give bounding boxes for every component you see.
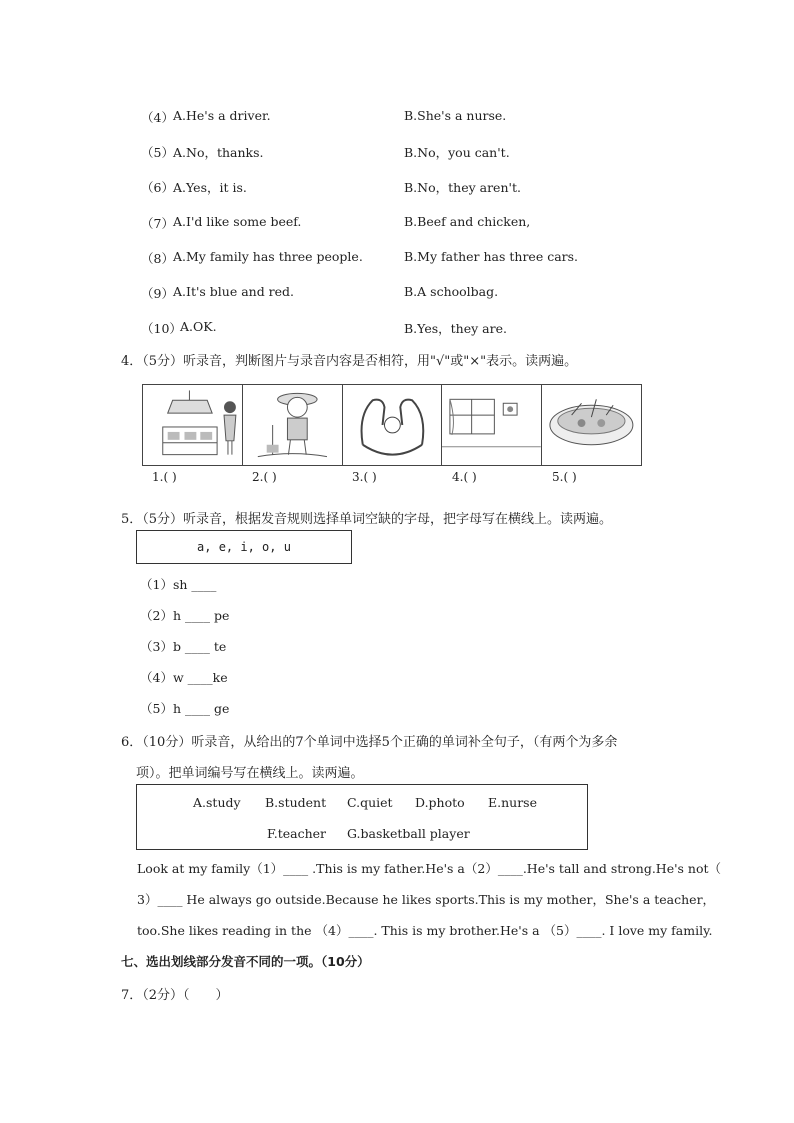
q4-caption-2[interactable]: 2.( ): [252, 470, 277, 484]
q5-letters: a, e, i, o, u: [197, 540, 291, 554]
picture-window-room: [442, 385, 542, 465]
q3-option-a[interactable]: A.It's blue and red.: [173, 284, 295, 299]
q3-option-a[interactable]: A.My family has three people.: [173, 249, 363, 264]
q3-option-number: （7）: [141, 216, 174, 231]
q5-heading: 5．（5分）听录音，根据发音规则选择单词空缺的字母，把字母写在横线上。读两遍。: [121, 512, 613, 527]
q3-option-a[interactable]: A.Yes，it is.: [173, 180, 247, 195]
q4-answer-row: [142, 470, 642, 484]
q3-option-number: （6）: [141, 180, 174, 195]
q6-passage-line2: 3）____ He always go outside.Because he likes sports.This is my mother，She's a teacher，: [137, 892, 716, 907]
q3-option-a[interactable]: A.I'd like some beef.: [173, 214, 302, 229]
picture-farmer-boy: [243, 385, 343, 465]
q5-item-1[interactable]: （1）sh ____: [140, 577, 217, 592]
q6-word-e: E.nurse: [488, 795, 537, 810]
q6-passage-line3: too.She likes reading in the （4）____. This is my brother.He's a （5）____. I love my family.: [137, 923, 713, 938]
q3-option-b[interactable]: B.Beef and chicken,: [404, 214, 531, 229]
q4-caption-3[interactable]: 3.( ): [352, 470, 377, 484]
q5-item-5[interactable]: （5）h ____ ge: [140, 701, 230, 716]
q3-option-number: （9）: [141, 286, 174, 301]
q4-picture-strip: [142, 384, 642, 466]
q6-word-d: D.photo: [415, 795, 465, 810]
food-bowl-image: [542, 385, 641, 465]
q3-option-a[interactable]: A.OK.: [180, 319, 217, 334]
q3-option-b[interactable]: B.Yes，they are.: [404, 321, 507, 336]
q7-heading: 7．（2分）（ ）: [121, 988, 229, 1003]
q3-option-number: （8）: [141, 251, 174, 266]
q3-option-number: （4）: [141, 110, 174, 125]
q3-option-a[interactable]: A.He's a driver.: [173, 108, 271, 123]
q3-option-number: （10）: [141, 321, 182, 336]
q5-letter-box: [136, 530, 352, 564]
q6-word-a: A.study: [193, 795, 241, 810]
q6-passage-line1: Look at my family（1）____ .This is my father.He's a（2）____.He's tall and strong.He's not（: [137, 861, 722, 876]
q3-option-b[interactable]: B.No，you can't.: [404, 145, 510, 160]
q6-heading-line2: 项）。把单词编号写在横线上。读两遍。: [136, 766, 364, 781]
q5-item-4[interactable]: （4）w ____ke: [140, 670, 228, 685]
q3-option-a[interactable]: A.No，thanks.: [173, 145, 264, 160]
q3-option-b[interactable]: B.She's a nurse.: [404, 108, 507, 123]
q6-word-f: F.teacher: [267, 826, 326, 841]
q3-option-b[interactable]: B.A schoolbag.: [404, 284, 499, 299]
q6-word-b: B.student: [265, 795, 327, 810]
picture-kitchen: [143, 385, 243, 465]
picture-food-bowl: [542, 385, 641, 465]
q4-caption-1[interactable]: 1.( ): [152, 470, 177, 484]
q6-word-g: G.basketball player: [347, 826, 470, 841]
q4-caption-5[interactable]: 5.( ): [552, 470, 577, 484]
section7-title: 七、选出划线部分发音不同的一项。（10分）: [121, 954, 370, 969]
q4-caption-4[interactable]: 4.( ): [452, 470, 477, 484]
kitchen-girl-image: [143, 385, 242, 465]
farmer-boy-image: [243, 385, 342, 465]
q5-item-3[interactable]: （3）b ____ te: [140, 639, 227, 654]
q3-option-b[interactable]: B.My father has three cars.: [404, 249, 579, 264]
q6-heading-line1: 6．（10分）听录音，从给出的7个单词中选择5个正确的单词补全句子，（有两个为多余: [121, 735, 618, 750]
q3-option-b[interactable]: B.No，they aren't.: [404, 180, 521, 195]
strong-arms-image: [343, 385, 442, 465]
q4-heading: 4．（5分）听录音，判断图片与录音内容是否相符，用"√"或"×"表示。读两遍。: [121, 354, 578, 369]
picture-strong-arms: [343, 385, 443, 465]
q3-option-number: （5）: [141, 145, 174, 160]
window-room-image: [442, 385, 541, 465]
q6-word-c: C.quiet: [347, 795, 393, 810]
q5-item-2[interactable]: （2）h ____ pe: [140, 608, 230, 623]
